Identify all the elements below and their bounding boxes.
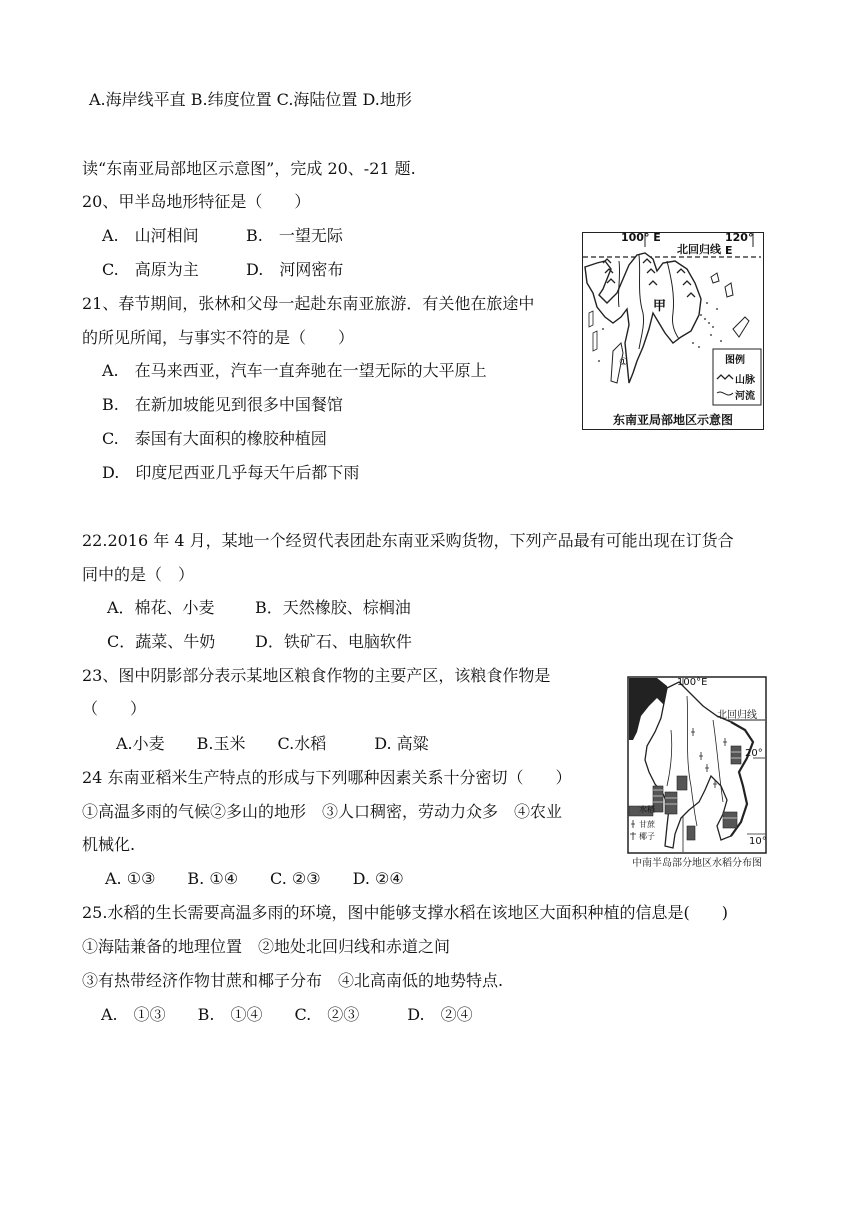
q24-factors-line1: ①高温多雨的气候②多山的地形 ③人口稠密，劳动力众多 ④农业 — [82, 802, 563, 821]
map1-marker: ① — [619, 357, 628, 368]
intro-text: 读“东南亚局部地区示意图”，完成 20、-21 题. — [82, 159, 416, 178]
q20-option-a: A. 山河相间 — [102, 226, 199, 245]
q21-option-d: D. 印度尼西亚几乎每天午后都下雨 — [102, 463, 360, 482]
q22-stem-line1: 22.2016 年 4 月，某地一个经贸代表团赴东南亚采购货物，下列产品最有可能出现在订货合 — [82, 531, 734, 550]
q22-option-b: B．天然橡胶、棕榈油 — [255, 598, 411, 617]
q21-stem-line2: 的所见所闻，与事实不符的是（ ） — [82, 328, 355, 347]
q21-stem-line1: 21、春节期间，张林和父母一起赴东南亚旅游．有关他在旅途中 — [82, 294, 535, 313]
map2-caption: 中南半岛部分地区水稻分布图 — [632, 858, 762, 869]
map2-lon-label: 100°E — [677, 677, 708, 688]
q25-stem: 25.水稻的生长需要高温多雨的环境，图中能够支撑水稻在该地区大面积种植的信息是( ) — [82, 903, 728, 922]
q20-stem: 20、甲半岛地形特征是（ ） — [82, 192, 311, 211]
map1-caption: 东南亚局部地区示意图 — [612, 413, 733, 427]
map2-legend-coconut: 椰子 — [639, 832, 655, 841]
map1-legend-title: 图例 — [725, 355, 745, 366]
q24-factors-line2: 机械化. — [82, 835, 136, 854]
q25-info-line2: ③有热带经济作物甘蔗和椰子分布 ④北高南低的地势特点. — [82, 971, 504, 990]
q24-options: A. ①③ B. ①④ C. ②③ D. ②④ — [105, 869, 404, 888]
q25-info-line1: ①海陆兼备的地理位置 ②地处北回归线和赤道之间 — [82, 937, 451, 956]
q23-stem-line1: 23、图中阴影部分表示某地区粮食作物的主要产区，该粮食作物是 — [82, 666, 551, 685]
map1-legend-river: 河流 — [735, 391, 755, 402]
indochina-rice-map — [627, 676, 767, 872]
q23-options: A.小麦 B.玉米 C.水稻 D. 高粱 — [116, 734, 429, 753]
q21-option-c: C. 泰国有大面积的橡胶种植园 — [102, 429, 327, 448]
q22-option-c: C．蔬菜、牛奶 — [107, 632, 216, 651]
q20-option-d: D. 河网密布 — [246, 260, 344, 279]
map2-tropic-label: 北回归线 — [717, 710, 757, 721]
q25-options: A. ①③ B. ①④ C. ②③ D. ②④ — [101, 1005, 473, 1024]
map1-legend-mountain: 山脉 — [735, 375, 755, 386]
map2-lat10-label: 10° — [749, 836, 767, 847]
q22-option-a: A．棉花、小麦 — [107, 598, 215, 617]
q20-option-c: C. 高原为主 — [102, 260, 199, 279]
southeast-asia-map — [582, 232, 764, 430]
q24-stem: 24 东南亚稻米生产特点的形成与下列哪种因素关系十分密切（ ） — [82, 768, 572, 787]
map1-peninsula-label: 甲 — [653, 299, 667, 314]
q23-stem-line2: （ ） — [82, 699, 147, 718]
q21-option-b: B. 在新加坡能见到很多中国餐馆 — [102, 395, 343, 414]
q22-stem-line2: 同中的是（ ） — [82, 565, 195, 584]
map2-legend-rice: 水稻 — [639, 805, 655, 814]
q20-option-b: B. 一望无际 — [246, 226, 343, 245]
q22-option-d: D．铁矿石、电脑软件 — [255, 632, 412, 651]
q19-options: A.海岸线平直 B.纬度位置 C.海陆位置 D.地形 — [89, 90, 412, 109]
map2-lat20-label: 20° — [745, 748, 763, 759]
map1-tropic-label: 北回归线 — [677, 243, 721, 256]
q21-option-a: A. 在马来西亚，汽车一直奔驰在一望无际的大平原上 — [102, 361, 487, 380]
map1-lon-right: 120° E — [725, 232, 754, 257]
map2-legend-sugarcane: 甘蔗 — [639, 820, 655, 829]
map1-lon-left: 100° E — [621, 232, 661, 244]
